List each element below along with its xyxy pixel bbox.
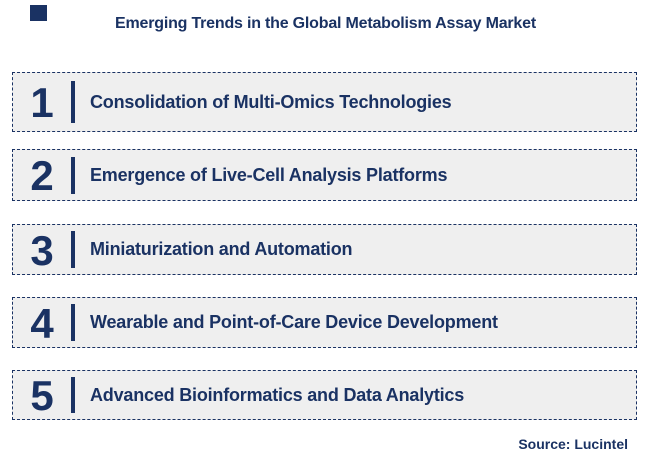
trend-row-3 [12, 224, 637, 275]
number-divider [71, 304, 75, 340]
trend-number-4: 4 [30, 299, 54, 347]
number-divider [71, 377, 75, 413]
trend-label-2: Emergence of Live-Cell Analysis Platforms [90, 164, 448, 185]
trend-label-5: Advanced Bioinformatics and Data Analytics [90, 384, 465, 405]
trend-label-4: Wearable and Point-of-Care Device Development [90, 312, 498, 332]
number-divider [71, 231, 75, 267]
number-divider [71, 81, 75, 124]
page-title: Emerging Trends in the Global Metabolism Assay Market [115, 15, 536, 32]
trend-row-1 [12, 72, 637, 132]
number-divider [71, 157, 75, 194]
trend-row-2 [12, 149, 637, 201]
trend-row-4 [12, 297, 637, 348]
source-attribution: Source: Lucintel [518, 436, 628, 452]
trend-number-3: 3 [30, 226, 54, 274]
trend-number-5: 5 [30, 372, 54, 419]
trend-label-3: Miniaturization and Automation [90, 239, 353, 259]
trend-label-1: Consolidation of Multi-Omics Technologies [90, 91, 452, 112]
trend-number-1: 1 [30, 79, 54, 126]
trend-row-5 [12, 370, 637, 420]
trend-number-2: 2 [30, 152, 54, 199]
